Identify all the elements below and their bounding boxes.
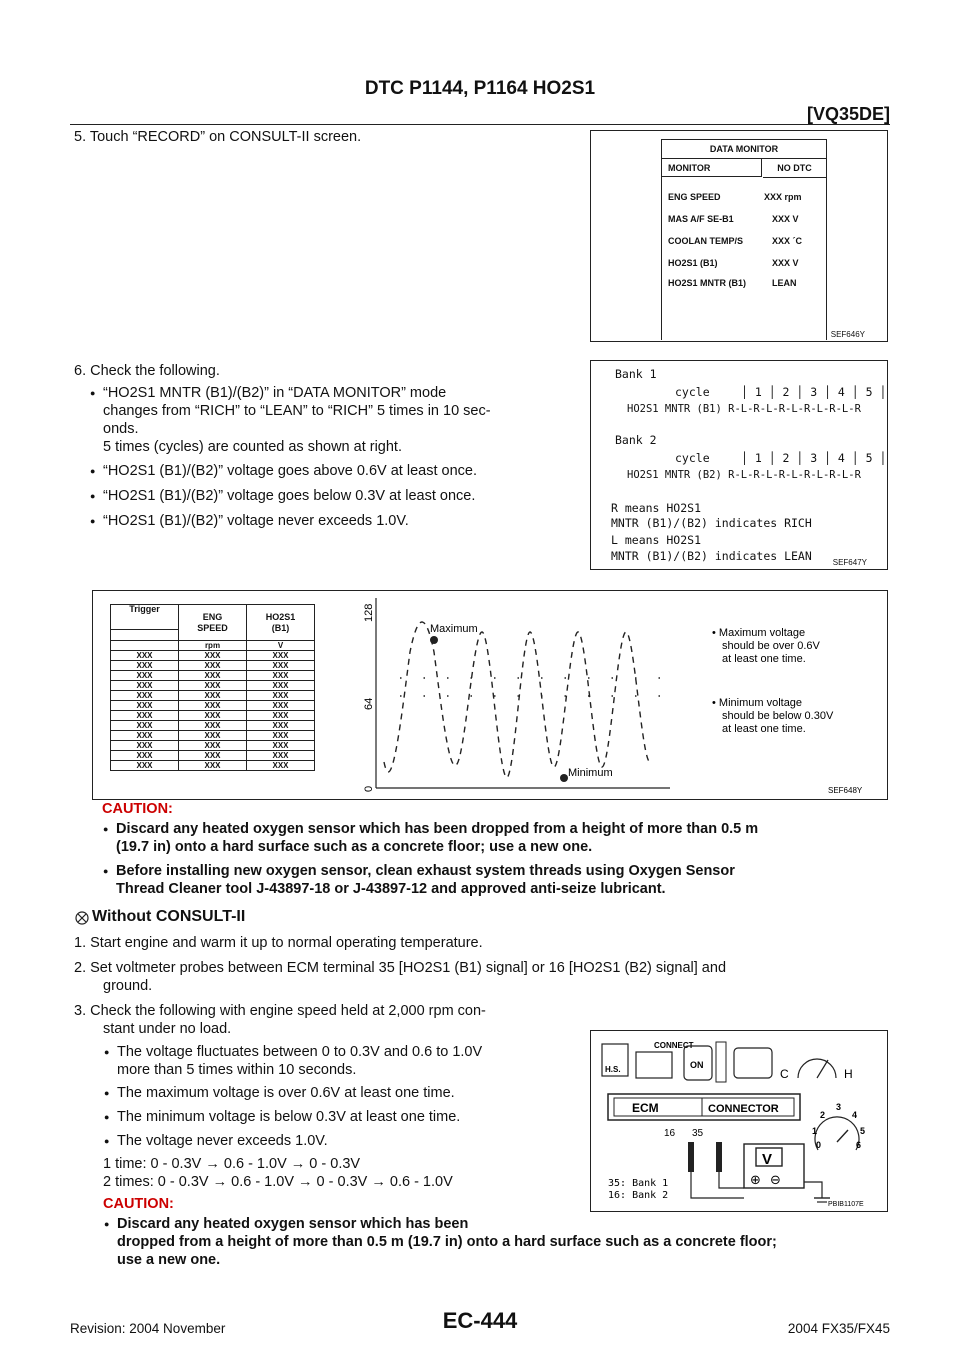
without-bullet-3: ● The minimum voltage is below 0.3V at least one time. bbox=[117, 1108, 460, 1126]
bank-1-mntr: HO2S1 MNTR (B1) R-L-R-L-R-L-R-L-R-L-R bbox=[627, 403, 861, 415]
monitor-row-label: HO2S1 (B1) bbox=[668, 258, 718, 268]
caution-1-bullet-2-line-2: Thread Cleaner tool J-43897-18 or J-43897-12 and approved anti-seize lubricant. bbox=[116, 881, 666, 897]
model-name: 2004 FX35/FX45 bbox=[787, 1321, 890, 1336]
blank-cell bbox=[111, 641, 179, 651]
step-6-bullet-1-line-1: ● “HO2S1 MNTR (B1)/(B2)” in “DATA MONITOR” mode bbox=[103, 384, 446, 402]
table-cell: XXX bbox=[247, 731, 315, 741]
gauge-1: 1 bbox=[812, 1126, 818, 1136]
step-6-bullet-1-line-2: changes from “RICH” to “LEAN” to “RICH” 5 times in 10 sec- bbox=[103, 403, 491, 419]
gauge-5: 5 bbox=[860, 1126, 866, 1136]
table-cell: XXX bbox=[247, 761, 315, 771]
caution-2-bullet-line-1: ● Discard any heated oxygen sensor which has been bbox=[117, 1215, 468, 1233]
note-max-3: at least one time. bbox=[722, 653, 806, 665]
caution-2-label: CAUTION: bbox=[103, 1196, 174, 1212]
table-cell: XXX bbox=[111, 741, 179, 751]
header-rule bbox=[70, 124, 890, 125]
figure-id: SEF647Y bbox=[832, 558, 867, 567]
step-6-intro: 6. Check the following. bbox=[74, 363, 220, 379]
b1-header: (B1) bbox=[271, 622, 290, 633]
table-cell: XXX bbox=[179, 751, 247, 761]
rpm-gauge-icon bbox=[815, 1117, 862, 1150]
page-title: DTC P1144, P1164 HO2S1 bbox=[364, 78, 596, 99]
eng-speed-header bbox=[179, 605, 247, 641]
figure-data-monitor bbox=[590, 130, 888, 342]
table-cell: XXX bbox=[111, 721, 179, 731]
monitor-row-value: XXX rpm bbox=[764, 192, 802, 202]
eng-header: ENG bbox=[202, 611, 223, 622]
probe-16 bbox=[688, 1142, 694, 1172]
without-step-2-line-2: ground. bbox=[103, 978, 153, 994]
ho2s1-header bbox=[247, 605, 315, 641]
step-6-bullet-4: ● “HO2S1 (B1)/(B2)” voltage never exceeds 1.0V. bbox=[103, 512, 409, 530]
monitor-row-value: XXX V bbox=[772, 214, 799, 224]
note-r-2: MNTR (B1)/(B2) indicates RICH bbox=[611, 516, 812, 530]
table-cell: XXX bbox=[247, 691, 315, 701]
step-5: 5. Touch “RECORD” on CONSULT-II screen. bbox=[74, 129, 362, 145]
minimum-marker bbox=[560, 774, 568, 782]
monitor-row-value: XXX ´C bbox=[772, 236, 803, 246]
without-step-2-line-1: 2. Set voltmeter probes between ECM terminal 35 [HO2S1 (B1) signal] or 16 [HO2S1 (B2) signal] and bbox=[74, 960, 727, 976]
note-r-1: R means HO2S1 bbox=[611, 501, 702, 515]
speed-header: SPEED bbox=[197, 622, 228, 633]
axis-label-128: 128 bbox=[363, 603, 375, 622]
ho2s1-header-label: HO2S1 bbox=[265, 611, 296, 622]
monitor-title: DATA MONITOR bbox=[662, 140, 826, 159]
table-cell: XXX bbox=[247, 681, 315, 691]
table-cell: XXX bbox=[247, 721, 315, 731]
note-min-2: should be below 0.30V bbox=[722, 710, 834, 722]
voltmeter-plus: ⊕ bbox=[750, 1173, 761, 1188]
note-l-2: MNTR (B1)/(B2) indicates LEAN bbox=[611, 549, 812, 563]
table-cell: XXX bbox=[247, 701, 315, 711]
step-6-bullet-3: ● “HO2S1 (B1)/(B2)” voltage goes below 0.3V at least once. bbox=[103, 487, 475, 505]
voltmeter-diagram bbox=[592, 1032, 884, 1208]
without-step-1: 1. Start engine and warm it up to normal operating temperature. bbox=[74, 935, 483, 951]
volt-unit: V bbox=[247, 641, 315, 651]
monitor-row-value: LEAN bbox=[772, 278, 797, 288]
sequence-1-time: 1 time: 0 - 0.3V → 0.6 - 1.0V → 0 - 0.3V bbox=[103, 1156, 361, 1172]
note-min-1: • Minimum voltage bbox=[712, 697, 803, 709]
table-cell: XXX bbox=[111, 691, 179, 701]
bank-1-label: Bank 1 bbox=[615, 367, 657, 381]
monitor-row-label: COOLAN TEMP/S bbox=[668, 236, 744, 246]
bank-1-note: 35: Bank 1 bbox=[608, 1178, 669, 1189]
engine-code: [VQ35DE] bbox=[806, 104, 890, 124]
voltmeter-minus: ⊖ bbox=[770, 1173, 781, 1188]
sequence-2-times: 2 times: 0 - 0.3V → 0.6 - 1.0V → 0 - 0.3V → 0.6 - 1.0V bbox=[103, 1174, 453, 1190]
table-cell: XXX bbox=[247, 711, 315, 721]
table-cell: XXX bbox=[179, 721, 247, 731]
table-cell: XXX bbox=[247, 671, 315, 681]
hs-label: H.S. bbox=[605, 1065, 621, 1074]
table-cell: XXX bbox=[247, 741, 315, 751]
monitor-row-value: XXX V bbox=[772, 258, 799, 268]
connector-label: CONNECTOR bbox=[708, 1103, 779, 1115]
bank-2-note: 16: Bank 2 bbox=[608, 1190, 669, 1201]
bank-2-label: Bank 2 bbox=[615, 433, 657, 447]
step-6-bullet-1-line-3: onds. bbox=[103, 421, 139, 437]
monitor-row-label: ENG SPEED bbox=[668, 192, 721, 202]
table-cell: XXX bbox=[179, 701, 247, 711]
table-cell: XXX bbox=[179, 671, 247, 681]
trigger-table bbox=[110, 604, 315, 771]
table-cell: XXX bbox=[111, 661, 179, 671]
monitor-col-nodtc: NO DTC bbox=[763, 159, 826, 178]
table-cell: XXX bbox=[179, 761, 247, 771]
temp-c: C bbox=[780, 1067, 789, 1081]
gauge-3: 3 bbox=[836, 1102, 842, 1112]
step-6-bullet-2: ● “HO2S1 (B1)/(B2)” voltage goes above 0.6V at least once. bbox=[103, 462, 477, 480]
table-cell: XXX bbox=[111, 751, 179, 761]
trigger-header: Trigger bbox=[111, 605, 179, 630]
caution-2-bullet-line-3: use a new one. bbox=[117, 1252, 221, 1268]
revision-date: Revision: 2004 November bbox=[70, 1321, 226, 1336]
caution-1-bullet-2-line-1: ● Before installing new oxygen sensor, clean exhaust system threads using Oxygen Sensor bbox=[116, 862, 735, 880]
key-icon bbox=[716, 1042, 726, 1082]
waveform-plot bbox=[340, 592, 880, 796]
note-max-1: • Maximum voltage bbox=[712, 627, 806, 639]
pin-16: 16 bbox=[664, 1128, 676, 1139]
gauge-0: 0 bbox=[816, 1140, 822, 1150]
table-cell: XXX bbox=[111, 731, 179, 741]
table-cell: XXX bbox=[111, 761, 179, 771]
table-cell: XXX bbox=[111, 671, 179, 681]
monitor-col-monitor: MONITOR bbox=[662, 159, 762, 177]
table-cell: XXX bbox=[111, 701, 179, 711]
connect-label: CONNECT bbox=[654, 1041, 694, 1050]
bank-2-cycles: │ 1 │ 2 │ 3 │ 4 │ 5 │ bbox=[741, 451, 887, 465]
figure-id: PBIB1107E bbox=[828, 1201, 864, 1208]
table-cell: XXX bbox=[247, 751, 315, 761]
without-bullet-2: ● The maximum voltage is over 0.6V at least one time. bbox=[117, 1084, 455, 1102]
diagnosis-icon bbox=[74, 910, 90, 926]
bank-2-cycle-label: cycle bbox=[675, 451, 710, 465]
table-cell: XXX bbox=[179, 711, 247, 721]
blank-cell bbox=[111, 630, 179, 641]
without-bullet-1-line-2: more than 5 times within 10 seconds. bbox=[117, 1062, 357, 1078]
table-cell: XXX bbox=[111, 681, 179, 691]
monitor-row-label: MAS A/F SE-B1 bbox=[668, 214, 734, 224]
gauge-4: 4 bbox=[852, 1110, 858, 1120]
table-cell: XXX bbox=[247, 651, 315, 661]
axis-label-0: 0 bbox=[363, 785, 375, 792]
without-step-3-line-1: 3. Check the following with engine speed held at 2,000 rpm con- bbox=[74, 1003, 486, 1019]
connect-icon bbox=[636, 1052, 672, 1078]
table-cell: XXX bbox=[111, 711, 179, 721]
without-bullet-4: ● The voltage never exceeds 1.0V. bbox=[117, 1132, 328, 1150]
figure-bank-cycles bbox=[590, 360, 888, 570]
without-consult-heading: Without CONSULT-II bbox=[92, 908, 246, 925]
caution-2-bullet-line-2: dropped from a height of more than 0.5 m (19.7 in) onto a hard surface such as a concrete floor; bbox=[117, 1234, 777, 1250]
maximum-marker bbox=[430, 636, 438, 644]
caution-1-bullet-1-line-1: ● Discard any heated oxygen sensor which has been dropped from a height of more than 0.5 m bbox=[116, 820, 758, 838]
gauge-2: 2 bbox=[820, 1110, 826, 1120]
voltmeter-v: V bbox=[762, 1151, 773, 1168]
engine-icon bbox=[734, 1048, 772, 1078]
table-cell: XXX bbox=[179, 731, 247, 741]
caution-label: CAUTION: bbox=[102, 801, 173, 817]
temp-h: H bbox=[844, 1067, 853, 1081]
monitor-row-label: HO2S1 MNTR (B1) bbox=[668, 278, 747, 288]
on-label: ON bbox=[690, 1060, 704, 1070]
axis-label-64: 64 bbox=[363, 697, 375, 710]
bank-1-cycles: │ 1 │ 2 │ 3 │ 4 │ 5 │ bbox=[741, 385, 887, 399]
bank-1-cycle-label: cycle bbox=[675, 385, 710, 399]
monitor-screen bbox=[661, 139, 827, 340]
table-cell: XXX bbox=[111, 651, 179, 661]
figure-id: SEF648Y bbox=[828, 786, 863, 795]
table-cell: XXX bbox=[179, 651, 247, 661]
waveform-line bbox=[384, 622, 650, 777]
probe-35 bbox=[716, 1142, 722, 1172]
note-max-2: should be over 0.6V bbox=[722, 640, 820, 652]
page-number: EC-444 bbox=[442, 1308, 518, 1333]
step-6-bullet-1-line-4: 5 times (cycles) are counted as shown at right. bbox=[103, 439, 402, 455]
pin-35: 35 bbox=[692, 1128, 704, 1139]
minimum-label: Minimum bbox=[568, 767, 613, 779]
ecm-label: ECM bbox=[632, 1101, 659, 1115]
table-cell: XXX bbox=[179, 681, 247, 691]
table-cell: XXX bbox=[179, 741, 247, 751]
note-l-1: L means HO2S1 bbox=[611, 533, 702, 547]
table-cell: XXX bbox=[179, 661, 247, 671]
temp-gauge-icon bbox=[798, 1059, 836, 1078]
bank-2-mntr: HO2S1 MNTR (B2) R-L-R-L-R-L-R-L-R-L-R bbox=[627, 469, 861, 481]
caution-1-bullet-1-line-2: (19.7 in) onto a hard surface such as a concrete floor; use a new one. bbox=[116, 839, 593, 855]
gauge-6: 6 bbox=[856, 1140, 862, 1150]
rpm-unit: rpm bbox=[179, 641, 247, 651]
table-cell: XXX bbox=[179, 691, 247, 701]
note-min-3: at least one time. bbox=[722, 723, 806, 735]
without-bullet-1-line-1: ● The voltage fluctuates between 0 to 0.3V and 0.6 to 1.0V bbox=[117, 1043, 482, 1061]
maximum-label: Maximum bbox=[430, 623, 478, 635]
table-cell: XXX bbox=[247, 661, 315, 671]
without-step-3-line-2: stant under no load. bbox=[103, 1021, 232, 1037]
figure-id: SEF646Y bbox=[830, 330, 865, 339]
